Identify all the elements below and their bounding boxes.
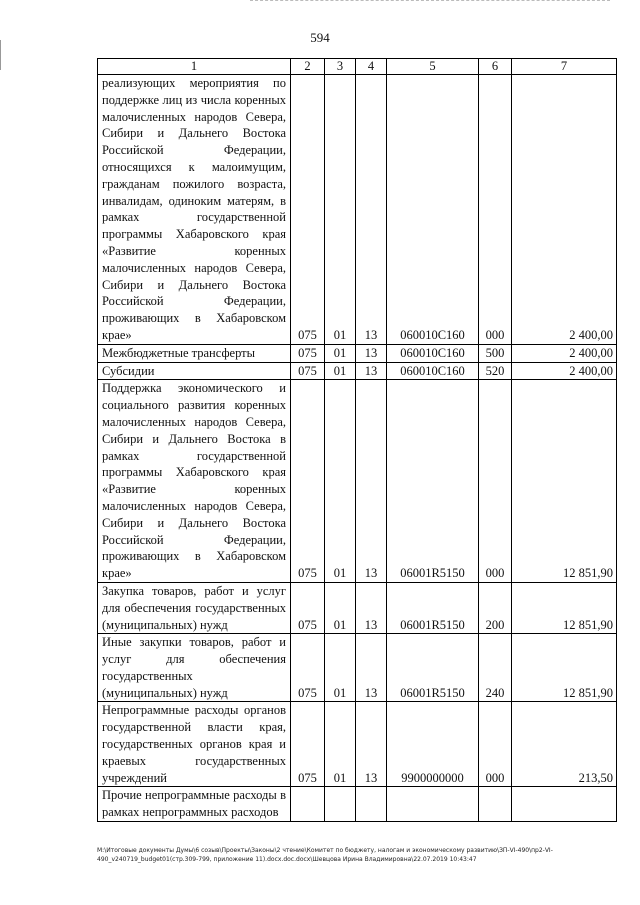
expense-type-code: 500 — [479, 344, 512, 362]
column-header: 1 — [98, 59, 291, 75]
amount: 2 400,00 — [512, 75, 617, 345]
expense-type-code: 200 — [479, 582, 512, 633]
table-row — [98, 702, 617, 787]
column-header: 3 — [325, 59, 356, 75]
expense-name: Межбюджетные трансферты — [98, 344, 291, 362]
section-code: 01 — [325, 702, 356, 787]
table-row — [98, 582, 617, 633]
ministry-code: 075 — [291, 362, 325, 380]
section-code: 01 — [325, 634, 356, 702]
column-header: 4 — [356, 59, 387, 75]
target-article-code: 060010С160 — [387, 344, 479, 362]
expense-name: Закупка товаров, работ и услуг для обеспечения государственных (муниципальных) нужд — [98, 582, 291, 633]
expense-name: реализующих мероприятия по поддержке лиц из числа коренных малочисленных народов Севера, Сибири и Дальнего Востока Российской Федерации, относящихся к малоимущим, гражданам пожилого возраста, инвалидам, одиноким матерям, в рамках государственной программы Хабаровского края «Развитие коренных малочисленных народов Севера, Сибири и Дальнего Востока Российской Федерации, проживающих в Хабаровском крае» — [98, 75, 291, 345]
target-article-code: 060010С160 — [387, 75, 479, 345]
column-header: 7 — [512, 59, 617, 75]
expense-type-code: 000 — [479, 75, 512, 345]
expense-type-code: 000 — [479, 702, 512, 787]
subsection-code — [356, 787, 387, 822]
subsection-code: 13 — [356, 362, 387, 380]
file-path-line: 490_v240719_budget01(стр.309-799, приложение 11).docx.doc.docx\Шевцова Ирина Владимировна\22.07.2019 10:43:47 — [97, 856, 477, 863]
ministry-code: 075 — [291, 380, 325, 583]
subsection-code: 13 — [356, 702, 387, 787]
column-header: 2 — [291, 59, 325, 75]
subsection-code: 13 — [356, 582, 387, 633]
amount: 213,50 — [512, 702, 617, 787]
target-article-code: 06001R5150 — [387, 380, 479, 583]
ministry-code: 075 — [291, 702, 325, 787]
expense-name: Прочие непрограммные расходы в рамках непрограммных расходов — [98, 787, 291, 822]
table-row — [98, 362, 617, 380]
table-row — [98, 634, 617, 702]
expense-name: Иные закупки товаров, работ и услуг для обеспечения государственных (муниципальных) нужд — [98, 634, 291, 702]
target-article-code: 9900000000 — [387, 702, 479, 787]
expense-type-code: 000 — [479, 380, 512, 583]
ministry-code — [291, 787, 325, 822]
amount: 12 851,90 — [512, 380, 617, 583]
ministry-code: 075 — [291, 634, 325, 702]
expense-name: Непрограммные расходы органов государственной власти края, государственных органов края и краевых государственных учреждений — [98, 702, 291, 787]
ministry-code: 075 — [291, 344, 325, 362]
target-article-code: 060010С160 — [387, 362, 479, 380]
section-code: 01 — [325, 362, 356, 380]
table-row — [98, 380, 617, 583]
expense-type-code: 240 — [479, 634, 512, 702]
target-article-code — [387, 787, 479, 822]
amount — [512, 787, 617, 822]
expense-type-code: 520 — [479, 362, 512, 380]
section-code: 01 — [325, 380, 356, 583]
section-code — [325, 787, 356, 822]
target-article-code: 06001R5150 — [387, 582, 479, 633]
subsection-code: 13 — [356, 75, 387, 345]
amount: 2 400,00 — [512, 362, 617, 380]
expense-name: Субсидии — [98, 362, 291, 380]
amount: 12 851,90 — [512, 634, 617, 702]
ministry-code: 075 — [291, 75, 325, 345]
table-header-row — [98, 59, 617, 75]
section-code: 01 — [325, 75, 356, 345]
subsection-code: 13 — [356, 344, 387, 362]
target-article-code: 06001R5150 — [387, 634, 479, 702]
subsection-code: 13 — [356, 380, 387, 583]
column-header: 5 — [387, 59, 479, 75]
section-code: 01 — [325, 344, 356, 362]
amount: 2 400,00 — [512, 344, 617, 362]
expense-name: Поддержка экономического и социального развития коренных малочисленных народов Севера, Сибири и Дальнего Востока в рамках государственной программы Хабаровского края «Развитие коренных малочисленных народов Севера, Сибири и Дальнего Востока Российской Федерации, проживающих в Хабаровском крае» — [98, 380, 291, 583]
scan-artifact — [250, 0, 610, 4]
expense-type-code — [479, 787, 512, 822]
page-number: 594 — [310, 30, 330, 45]
subsection-code: 13 — [356, 634, 387, 702]
table-row — [98, 344, 617, 362]
section-code: 01 — [325, 582, 356, 633]
file-path-line: М:\Итоговые документы Думы\6 созыв\Проекты\Законы\2 чтение\Комитет по бюджету, налогам и экономическому развитию\ЗП-VI-490\пр2-VI- — [97, 847, 553, 854]
amount: 12 851,90 — [512, 582, 617, 633]
table-row — [98, 75, 617, 345]
ministry-code: 075 — [291, 582, 325, 633]
table-row — [98, 787, 617, 822]
budget-table — [97, 58, 617, 822]
file-path-footer — [97, 846, 617, 864]
column-header: 6 — [479, 59, 512, 75]
